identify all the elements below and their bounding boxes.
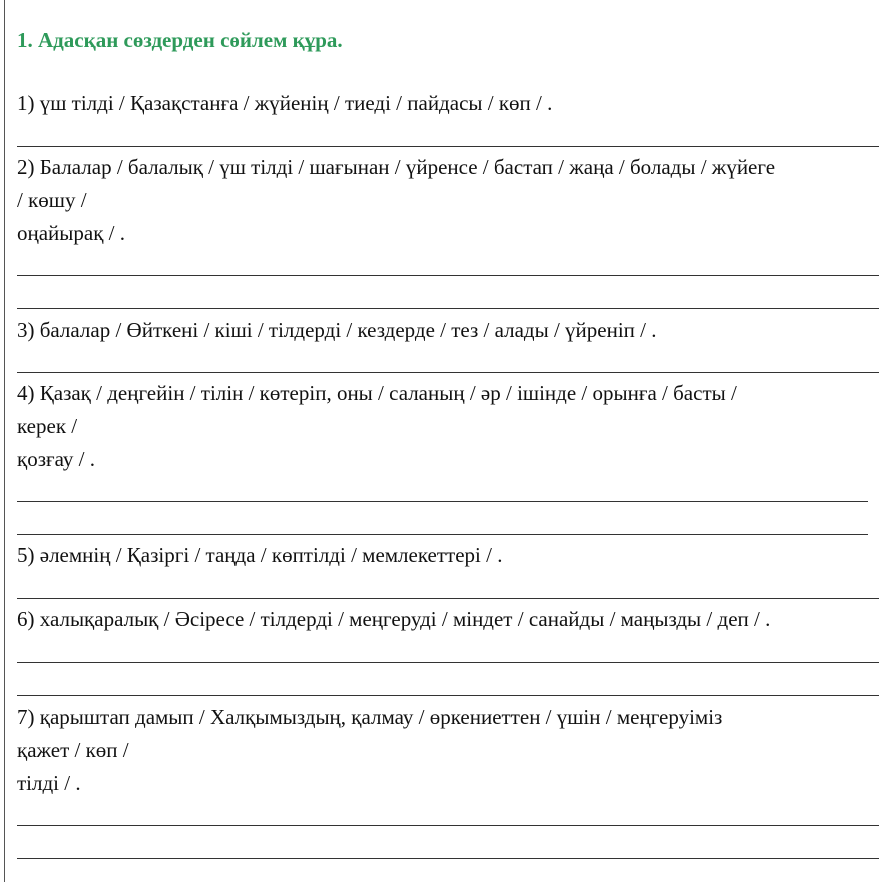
answer-line xyxy=(17,534,868,535)
task-title: 1. Адасқан сөздерден сөйлем құра. xyxy=(17,28,343,52)
answer-line xyxy=(17,662,879,663)
exercise-2-line-1: 2) Балалар / балалық / үш тілді / шағынан / үйренсе / бастап / жаңа / болады / жүйеге xyxy=(17,155,776,179)
exercise-2-line-2: / көшу / xyxy=(17,188,87,212)
answer-line xyxy=(17,825,879,826)
exercise-7-line-1: 7) қарыштап дамып / Халқымыздың, қалмау / өркениеттен / үшін / меңгеруіміз xyxy=(17,705,723,729)
exercise-7-line-2: қажет / көп / xyxy=(17,738,129,762)
exercise-6-line-1: 6) халықаралық / Әсіресе / тілдерді / меңгеруді / міндет / санайды / маңызды / деп / . xyxy=(17,607,771,631)
answer-line xyxy=(17,275,879,276)
exercise-3-line-1: 3) балалар / Өйткені / кіші / тілдерді / кездерде / тез / алады / үйреніп / . xyxy=(17,318,657,342)
answer-line xyxy=(17,146,879,147)
answer-line xyxy=(17,372,879,373)
exercise-5-line-1: 5) әлемнің / Қазіргі / таңда / көптілді / мемлекеттері / . xyxy=(17,543,503,567)
answer-line xyxy=(17,695,879,696)
left-page-border xyxy=(4,0,5,882)
answer-line xyxy=(17,598,879,599)
answer-line xyxy=(17,308,879,309)
exercise-4-line-3: қозғау / . xyxy=(17,447,95,471)
answer-line xyxy=(17,858,879,859)
exercise-2-line-3: оңайырақ / . xyxy=(17,221,126,245)
exercise-4-line-2: керек / xyxy=(17,414,78,438)
answer-line xyxy=(17,501,868,502)
exercise-7-line-3: тілді / . xyxy=(17,771,81,795)
exercise-4-line-1: 4) Қазақ / деңгейін / тілін / көтеріп, оны / саланың / әр / ішінде / орынға / басты / xyxy=(17,381,737,405)
exercise-1-line-1: 1) үш тілді / Қазақстанға / жүйенің / тиеді / пайдасы / көп / . xyxy=(17,91,553,115)
